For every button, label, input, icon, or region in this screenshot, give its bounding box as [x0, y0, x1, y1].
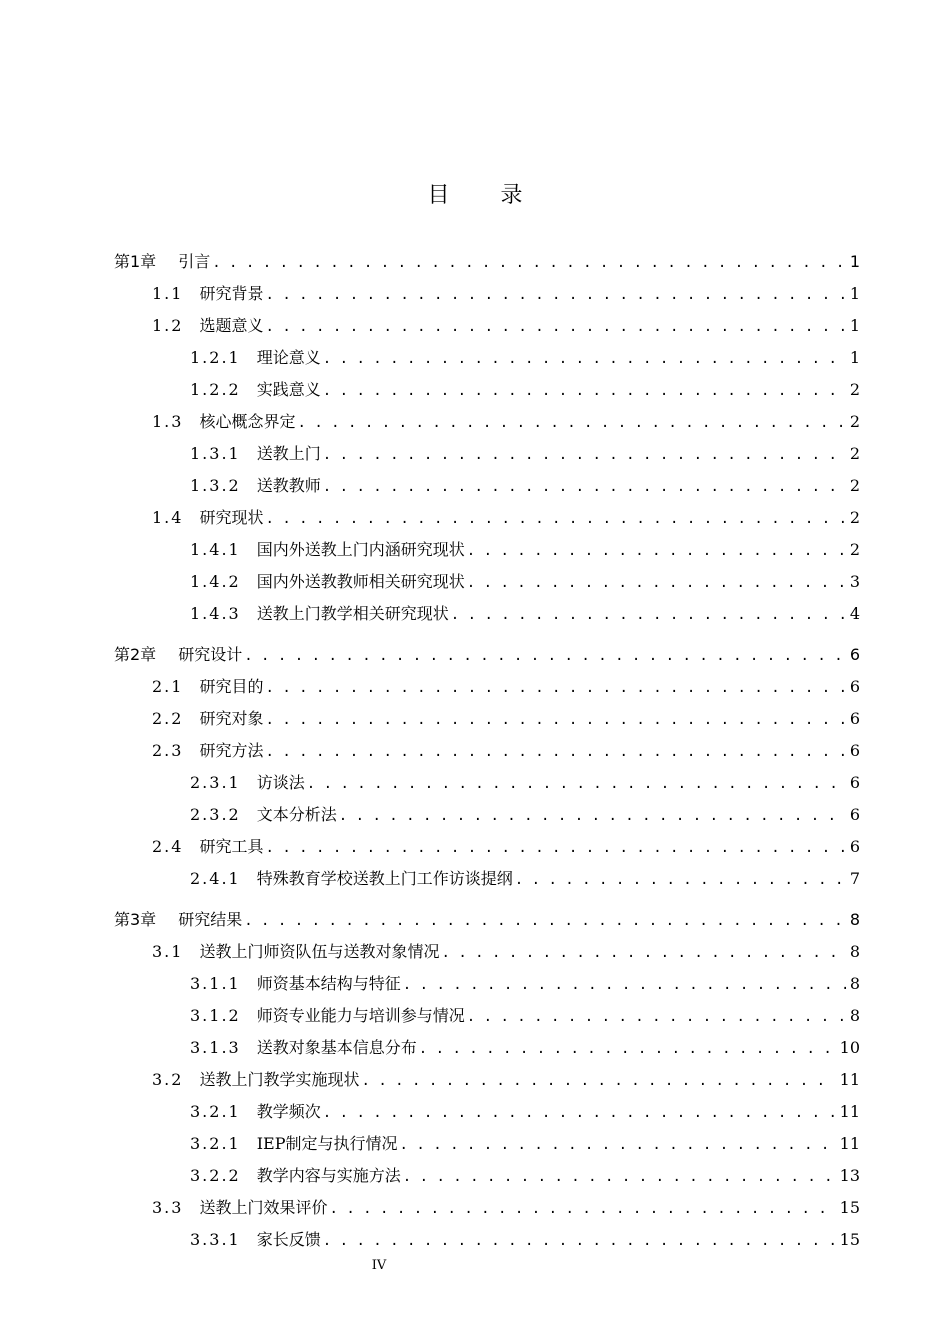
toc-entry-number: 3.1.3 [190, 1038, 241, 1057]
toc-leader-dots [307, 768, 846, 800]
toc-entry-page: 13 [839, 1166, 860, 1185]
toc-entry-page: 2 [849, 412, 860, 431]
toc-entry-number: 2.4.1 [190, 869, 241, 888]
toc-entry[interactable] [114, 1192, 860, 1224]
toc-entry-page: 6 [849, 741, 860, 760]
toc-entry-number: 1.2 [152, 316, 184, 335]
toc-entry-number: 2.1 [152, 677, 184, 696]
toc-leader-dots [515, 864, 846, 896]
toc-leader-dots [467, 535, 846, 567]
toc-entry[interactable] [114, 278, 860, 310]
toc-entry-number: 3.1.2 [190, 1006, 241, 1025]
toc-entry-title: 研究设计 [178, 645, 243, 664]
toc-entry-page: 1 [849, 348, 860, 367]
toc-entry[interactable] [114, 470, 860, 502]
toc-entry[interactable] [114, 831, 860, 863]
toc-entry[interactable] [114, 1128, 860, 1160]
toc-entry-title: 国内外送教上门内涵研究现状 [256, 540, 465, 559]
toc-entry[interactable] [114, 1032, 860, 1064]
toc-entry-title: 引言 [178, 252, 211, 271]
toc-entry-page: 6 [849, 805, 860, 824]
toc-entry-number: 3.2.1 [190, 1134, 241, 1153]
toc-entry[interactable] [114, 767, 860, 799]
toc-leader-dots [323, 343, 846, 375]
toc-entry[interactable] [114, 406, 860, 438]
toc-leader-dots [467, 567, 846, 599]
toc-leader-dots [339, 800, 846, 832]
toc-entry[interactable] [114, 799, 860, 831]
toc-entry-page: 8 [849, 1006, 860, 1025]
toc-entry-title: 送教上门教学相关研究现状 [256, 604, 449, 623]
toc-entry-page: 8 [849, 942, 860, 961]
toc-entry-number: 2.3 [152, 741, 184, 760]
toc-leader-dots [212, 247, 846, 279]
toc-entry-page: 7 [849, 869, 860, 888]
toc-entry-title: 送教上门师资队伍与送教对象情况 [199, 942, 440, 961]
toc-entry-title: 送教上门教学实施现状 [199, 1070, 360, 1089]
toc-entry[interactable] [114, 863, 860, 895]
toc-entry-number: 1.4.3 [190, 604, 241, 623]
toc-entry[interactable] [114, 639, 860, 671]
toc-entry-number: 1.3.1 [190, 444, 241, 463]
toc-entry-page: 2 [849, 508, 860, 527]
toc-leader-dots [244, 640, 846, 672]
toc-entry-title: 家长反馈 [256, 1230, 321, 1249]
toc-entry-page: 8 [849, 974, 860, 993]
toc-entry[interactable] [114, 598, 860, 630]
toc-entry-number: 1.1 [152, 284, 184, 303]
toc-entry-title: 研究现状 [199, 508, 264, 527]
toc-entry-number: 1.4 [152, 508, 184, 527]
toc-entry-title: 送教对象基本信息分布 [256, 1038, 417, 1057]
toc-leader-dots [323, 375, 846, 407]
toc-entry-page: 3 [849, 572, 860, 591]
toc-leader-dots [403, 1161, 836, 1193]
toc-entry[interactable] [114, 904, 860, 936]
page-title: 目 录 [427, 183, 545, 208]
toc-entry-title: 师资专业能力与培训参与情况 [256, 1006, 465, 1025]
toc-entry[interactable] [114, 671, 860, 703]
toc-entry-title: 文本分析法 [256, 805, 337, 824]
toc-entry-page: 8 [849, 910, 860, 929]
toc-entry[interactable] [114, 735, 860, 767]
toc-entry-page: 2 [849, 540, 860, 559]
toc-entry[interactable] [114, 1096, 860, 1128]
toc-leader-dots [265, 832, 845, 864]
toc-entry-number: 第3章 [114, 910, 157, 929]
toc-entry-page: 11 [839, 1102, 860, 1121]
toc-entry[interactable] [114, 1000, 860, 1032]
toc-entry-page: 11 [839, 1070, 860, 1089]
toc-entry-page: 1 [849, 252, 860, 271]
toc-entry-number: 3.3.1 [190, 1230, 241, 1249]
toc-entry-page: 4 [849, 604, 860, 623]
toc-entry-title: 研究工具 [199, 837, 264, 856]
toc-leader-dots [244, 905, 846, 937]
toc-entry-title: 教学内容与实施方法 [256, 1166, 401, 1185]
toc-entry-number: 1.3.2 [190, 476, 241, 495]
toc-entry[interactable] [114, 310, 860, 342]
toc-entry-number: 第1章 [114, 252, 157, 271]
toc-entry-number: 3.2 [152, 1070, 184, 1089]
toc-entry[interactable] [114, 374, 860, 406]
toc-leader-dots [265, 672, 845, 704]
table-of-contents [114, 246, 860, 1256]
toc-entry-number: 3.3 [152, 1198, 184, 1217]
toc-entry-title: 师资基本结构与特征 [256, 974, 401, 993]
toc-entry-page: 6 [849, 773, 860, 792]
toc-entry-page: 15 [839, 1230, 860, 1249]
toc-entry-title: 国内外送教教师相关研究现状 [256, 572, 465, 591]
toc-entry[interactable] [114, 936, 860, 968]
toc-entry-page: 6 [849, 837, 860, 856]
toc-entry[interactable] [114, 534, 860, 566]
toc-entry-page: 11 [839, 1134, 860, 1153]
toc-entry-page: 6 [849, 709, 860, 728]
toc-leader-dots [329, 1193, 835, 1225]
toc-entry[interactable] [114, 566, 860, 598]
toc-entry-number: 3.1.1 [190, 974, 241, 993]
toc-leader-dots [451, 599, 846, 631]
toc-entry-number: 2.3.2 [190, 805, 241, 824]
toc-entry-title: 研究对象 [199, 709, 264, 728]
toc-entry[interactable] [114, 1224, 860, 1256]
toc-entry-title: 理论意义 [256, 348, 321, 367]
toc-entry-title: 送教教师 [256, 476, 321, 495]
toc-entry-number: 1.2.2 [190, 380, 241, 399]
toc-leader-dots [265, 503, 845, 535]
toc-entry[interactable] [114, 438, 860, 470]
toc-entry-number: 2.3.1 [190, 773, 241, 792]
toc-entry-title: 选题意义 [199, 316, 264, 335]
toc-leader-dots [323, 471, 846, 503]
toc-entry[interactable] [114, 1064, 860, 1096]
toc-leader-dots [297, 407, 845, 439]
toc-entry[interactable] [114, 703, 860, 735]
toc-entry-page: 6 [849, 645, 860, 664]
toc-entry-title: 特殊教育学校送教上门工作访谈提纲 [256, 869, 513, 888]
toc-leader-dots [403, 969, 846, 1001]
toc-entry[interactable] [114, 246, 860, 278]
toc-leader-dots [265, 311, 845, 343]
toc-entry-title: 送教上门 [256, 444, 321, 463]
toc-leader-dots [467, 1001, 846, 1033]
toc-entry[interactable] [114, 1160, 860, 1192]
toc-entry-title: 研究背景 [199, 284, 264, 303]
toc-entry-number: 1.4.2 [190, 572, 241, 591]
toc-entry-page: 2 [849, 476, 860, 495]
toc-entry-page: 2 [849, 380, 860, 399]
toc-leader-dots [361, 1065, 835, 1097]
toc-entry-page: 1 [849, 316, 860, 335]
toc-entry[interactable] [114, 502, 860, 534]
toc-leader-dots [265, 704, 845, 736]
toc-entry-page: 15 [839, 1198, 860, 1217]
toc-leader-dots [400, 1129, 836, 1161]
toc-entry-number: 1.2.1 [190, 348, 241, 367]
toc-entry-number: 3.2.1 [190, 1102, 241, 1121]
toc-entry-title: 实践意义 [256, 380, 321, 399]
toc-entry-title: 研究目的 [199, 677, 264, 696]
toc-entry-title: 核心概念界定 [199, 412, 296, 431]
toc-entry-number: 3.2.2 [190, 1166, 241, 1185]
toc-leader-dots [441, 937, 845, 969]
toc-entry[interactable] [114, 968, 860, 1000]
toc-entry-number: 第2章 [114, 645, 157, 664]
toc-entry-title: 研究方法 [199, 741, 264, 760]
toc-entry-number: 1.3 [152, 412, 184, 431]
toc-entry-page: 6 [849, 677, 860, 696]
toc-entry-title: 研究结果 [178, 910, 243, 929]
toc-leader-dots [265, 279, 845, 311]
toc-entry-title: 教学频次 [256, 1102, 321, 1121]
page-number: IV [371, 1258, 387, 1273]
toc-entry-title: 送教上门效果评价 [199, 1198, 328, 1217]
toc-leader-dots [265, 736, 845, 768]
toc-leader-dots [323, 439, 846, 471]
toc-entry-number: 2.2 [152, 709, 184, 728]
toc-entry[interactable] [114, 342, 860, 374]
toc-entry-number: 3.1 [152, 942, 184, 961]
toc-entry-page: 1 [849, 284, 860, 303]
toc-entry-number: 1.4.1 [190, 540, 241, 559]
toc-entry-number: 2.4 [152, 837, 184, 856]
toc-entry-title: IEP制定与执行情况 [256, 1134, 398, 1153]
toc-entry-title: 访谈法 [256, 773, 305, 792]
toc-leader-dots [419, 1033, 836, 1065]
toc-entry-page: 10 [839, 1038, 860, 1057]
toc-leader-dots [323, 1225, 836, 1257]
toc-entry-page: 2 [849, 444, 860, 463]
toc-leader-dots [323, 1097, 836, 1129]
